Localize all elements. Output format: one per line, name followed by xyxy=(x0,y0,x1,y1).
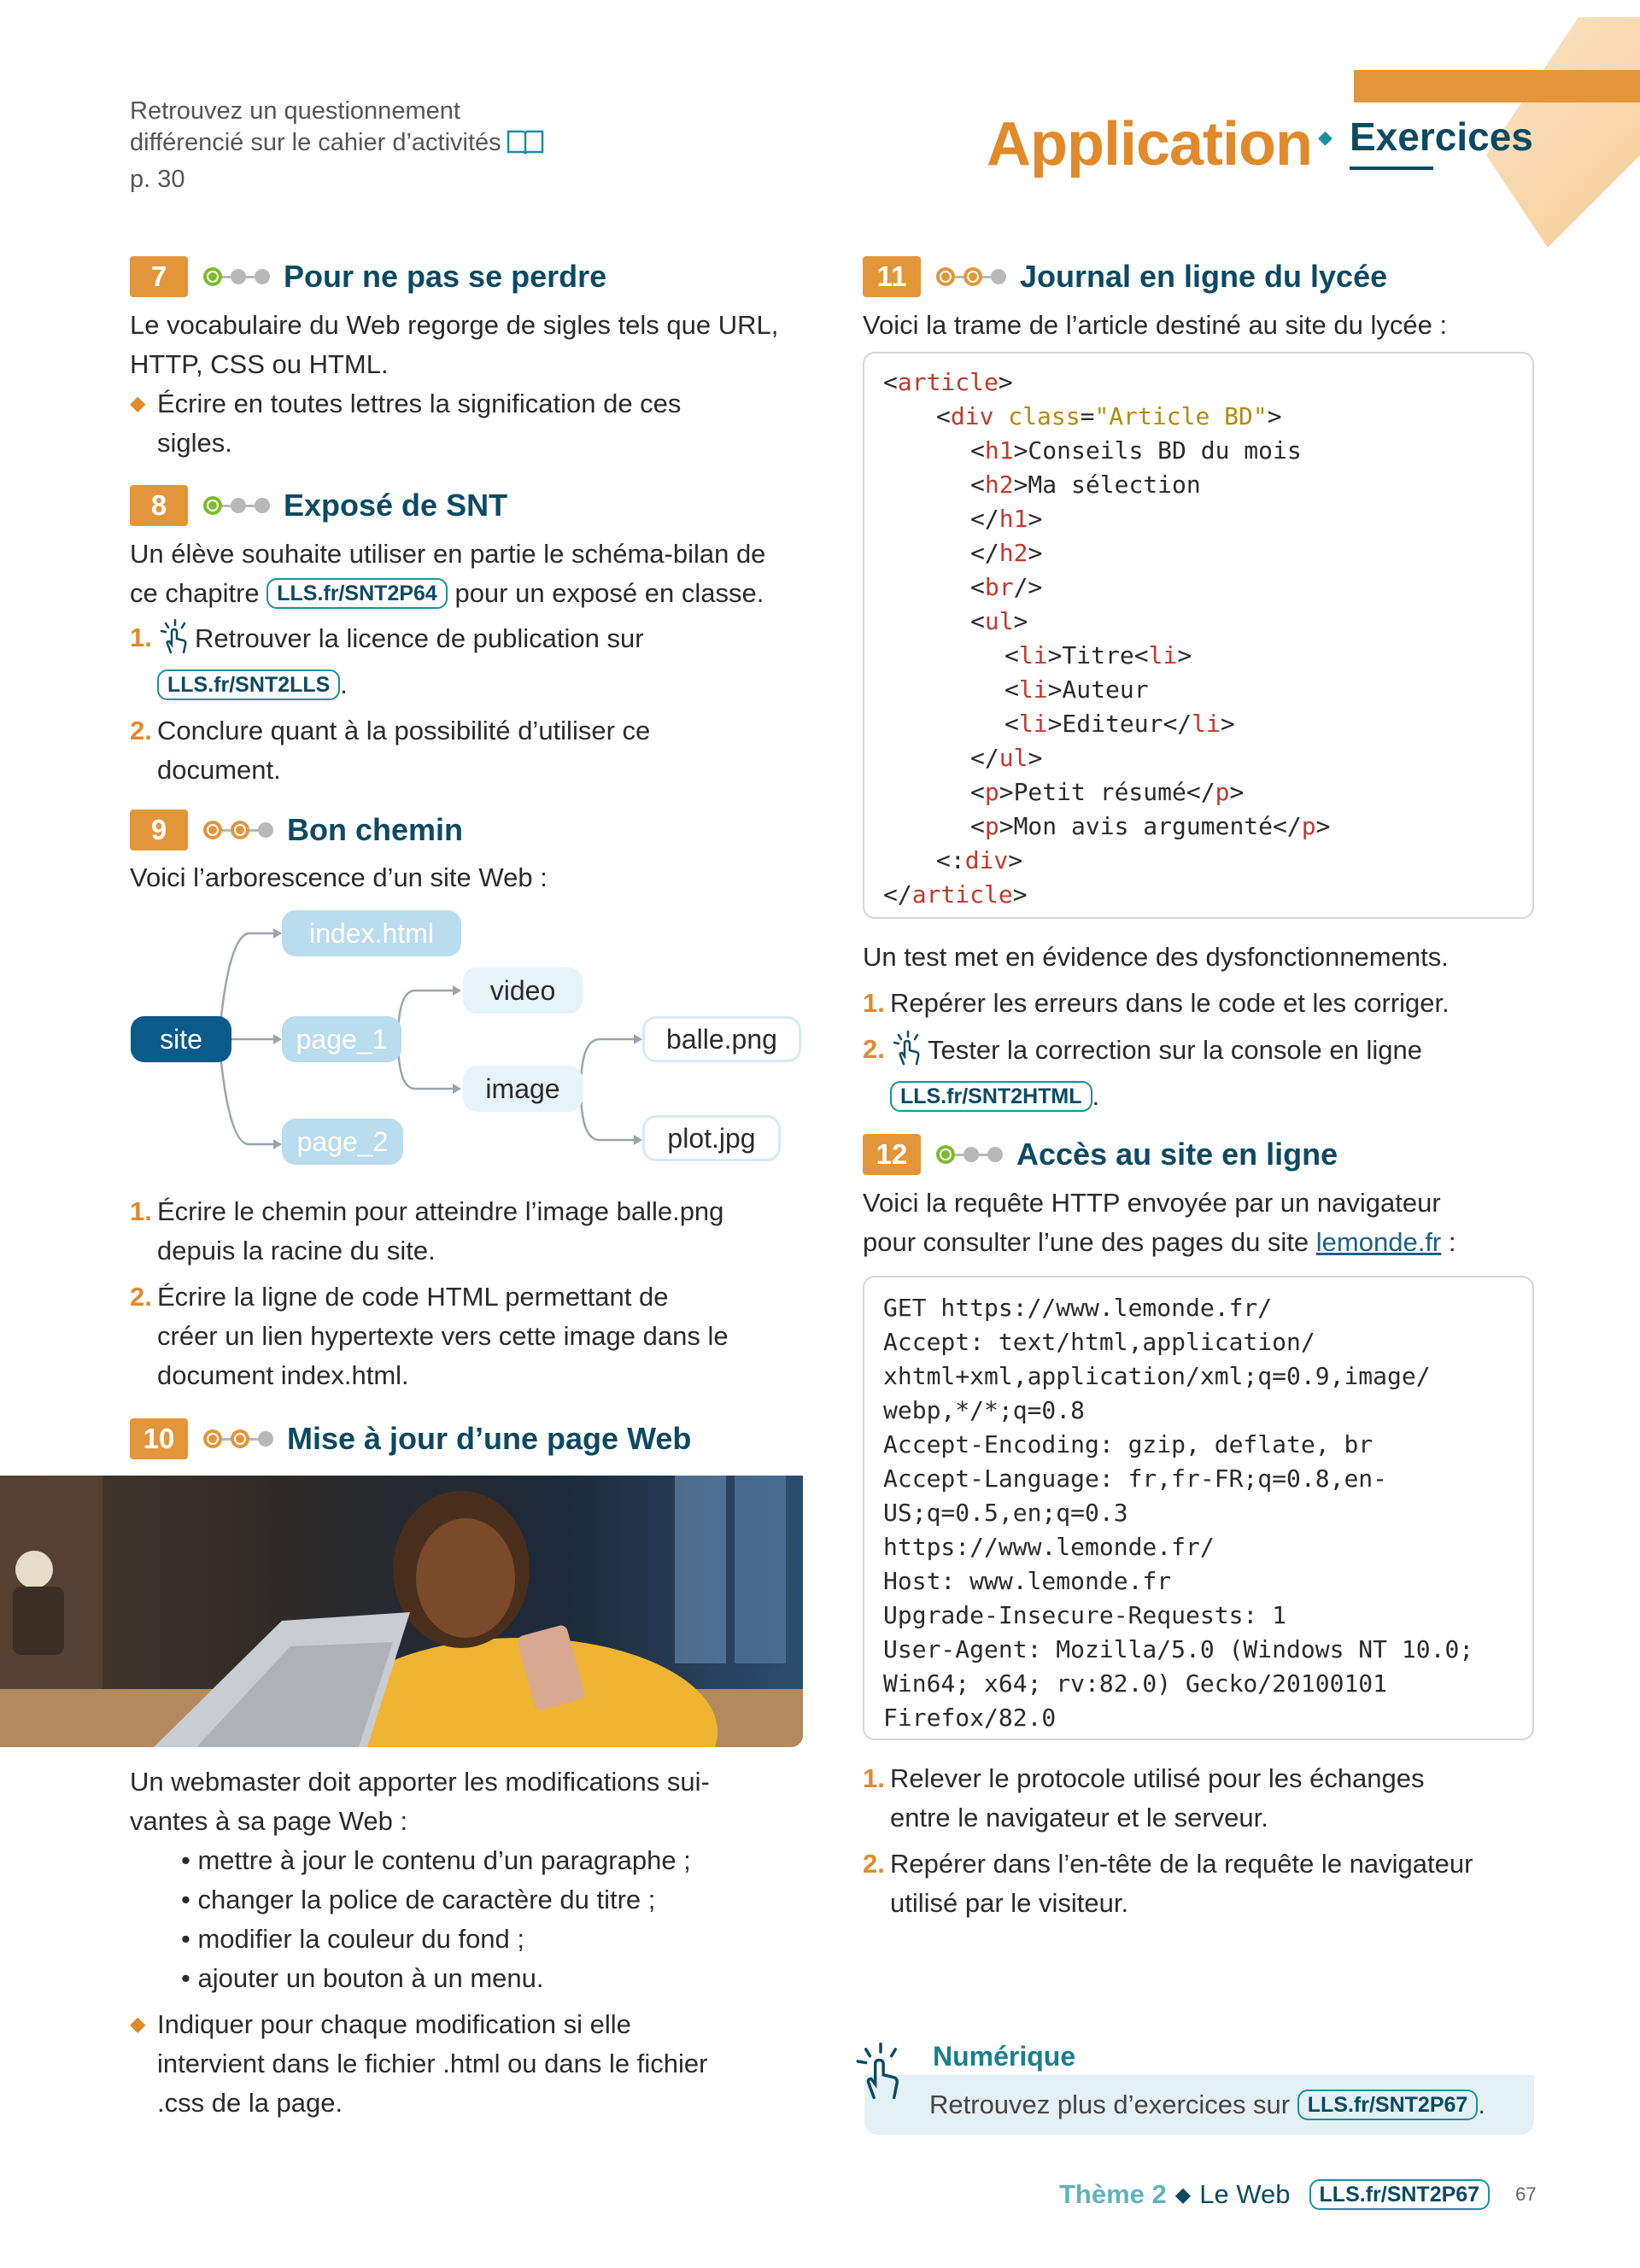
exercise-number: 12 xyxy=(863,1134,921,1175)
difficulty-dot xyxy=(255,269,270,284)
page-number: 67 xyxy=(1515,2183,1537,2205)
difficulty-indicator xyxy=(203,267,270,286)
exercise-title: Journal en ligne du lycée xyxy=(1020,259,1388,294)
subtitle-underline xyxy=(1350,167,1433,170)
difficulty-dot xyxy=(964,267,982,286)
exercise-title: Pour ne pas se perdre xyxy=(284,259,607,294)
lls-link[interactable]: LLS.fr/SNT2P67 xyxy=(1297,2090,1479,2120)
exercise-11-intro: Voici la trame de l’article destiné au site du lycée : xyxy=(863,310,1448,340)
exercise-number: 8 xyxy=(130,485,188,526)
difficulty-dot xyxy=(203,1429,222,1448)
numerique-text: Retrouvez plus d’exercices sur LLS.fr/SNT2P67 . xyxy=(929,2090,1485,2119)
exercise-title: Exposé de SNT xyxy=(284,488,508,523)
difficulty-dot xyxy=(936,1145,955,1164)
html-code-box: <article> <div class="Article BD"> <h1>Conseils BD du mois <h2>Ma sélection </h1> </h2> <br/> <ul> <li>Titre<li> <li>Auteur <li>Editeur</li> </ul> <p>Petit résumé</p> <p>Mon avis argumenté</p> <:div> </article> xyxy=(863,352,1534,919)
lemonde-link[interactable]: lemonde.fr xyxy=(1315,1227,1442,1257)
exercise-7-body: Le vocabulaire du Web regorge de sigles tels que URL, HTTP, CSS ou HTML. ◆ Écrire en toutes lettres la signification de ces sigles. xyxy=(130,310,779,458)
difficulty-indicator xyxy=(203,1429,273,1448)
exercise-number: 11 xyxy=(863,256,921,297)
footer-separator-icon: ◆ xyxy=(1174,2183,1192,2207)
difficulty-dot xyxy=(987,1147,1003,1162)
tree-node-page2: page_2 xyxy=(282,1119,403,1165)
exercise-8-body: Un élève souhaite utiliser en partie le schéma-bilan de ce chapitre LLS.fr/SNT2P64 pour un exposé en classe. 1. Retrouver la licence de publication sur LLS.fr/SNT2LLS . 2. Conclure quant à la possibilité d’utiliser ce document. xyxy=(130,539,766,785)
list-item: • mettre à jour le contenu d’un paragraphe ; xyxy=(181,1845,691,1875)
page-title: Application xyxy=(987,110,1312,178)
diamond-bullet-icon: ◆ xyxy=(130,2013,146,2036)
difficulty-indicator xyxy=(936,267,1006,286)
exercise-title: Mise à jour d’une page Web xyxy=(287,1421,692,1456)
footer-link[interactable]: LLS.fr/SNT2P67 xyxy=(1309,2179,1491,2210)
difficulty-dot xyxy=(203,496,222,515)
difficulty-dot xyxy=(231,269,246,284)
difficulty-dot xyxy=(964,1147,979,1162)
difficulty-indicator xyxy=(936,1145,1003,1164)
book-icon xyxy=(507,128,544,164)
lls-link[interactable]: LLS.fr/SNT2P64 xyxy=(266,578,448,609)
photo-woman-laptop xyxy=(0,1476,803,1747)
exercise-12-intro: Voici la requête HTTP envoyée par un navigateur pour consulter l’une des pages du site lemonde.fr : xyxy=(863,1188,1456,1257)
tree-node-site: site xyxy=(131,1016,231,1062)
title-separator: ◆ xyxy=(1318,126,1332,148)
lls-link[interactable]: LLS.fr/SNT2HTML xyxy=(890,1081,1092,1112)
tree-node-video: video xyxy=(463,967,583,1014)
tree-node-balle: balle.png xyxy=(642,1016,801,1062)
exercise-number: 7 xyxy=(130,256,188,297)
difficulty-dot xyxy=(203,267,222,286)
difficulty-dot xyxy=(231,498,246,513)
exercise-12-header xyxy=(863,1132,1338,1177)
exercise-10-header xyxy=(130,1417,691,1461)
list-item: • changer la police de caractère du titre ; xyxy=(181,1885,656,1914)
tree-node-index: index.html xyxy=(282,910,461,956)
footer xyxy=(1059,2179,1537,2210)
list-item: • ajouter un bouton à un menu. xyxy=(181,1963,544,1993)
digital-hand-icon xyxy=(852,2041,909,2105)
exercise-12-questions: 1. Relever le protocole utilisé pour les échanges entre le navigateur et le serveur. 2. Repérer dans l’en-tête de la requête le navigateur utilisé par le visiteur. xyxy=(863,1763,1473,1918)
digital-hand-icon xyxy=(890,1030,926,1077)
difficulty-dot xyxy=(936,267,955,286)
exercise-9-questions: 1. Écrire le chemin pour atteindre l’image balle.png depuis la racine du site. 2. Écrire la ligne de code HTML permettant de créer un lien hypertexte vers cette image dans le document index.html. xyxy=(130,1196,729,1390)
activity-book-note: Retrouvez un questionnement différencié sur le cahier d’activités p. 30 xyxy=(130,96,608,196)
diamond-bullet-icon: ◆ xyxy=(130,392,146,415)
exercise-9-intro: Voici l’arborescence d’un site Web : xyxy=(130,862,548,892)
exercise-7-header xyxy=(130,254,606,299)
difficulty-dot xyxy=(203,821,222,839)
list-item: • modifier la couleur du fond ; xyxy=(181,1924,525,1954)
difficulty-dot xyxy=(991,269,1006,284)
difficulty-indicator xyxy=(203,496,270,515)
exercise-11-header xyxy=(863,254,1387,299)
difficulty-dot xyxy=(258,822,273,838)
lls-link[interactable]: LLS.fr/SNT2LLS xyxy=(157,669,340,700)
footer-topic: Le Web xyxy=(1199,2179,1291,2209)
exercise-10-body: Un webmaster doit apporter les modifications sui- vantes à sa page Web : • mettre à jour le contenu d’un paragraphe ; • changer la police de caractère du titre ; • modifier la couleur du fond ; • ajouter un bouton à un menu. ◆ Indiquer pour chaque modification si elle intervient dans le fichier .html ou dans le fichier .css de la page. xyxy=(130,1762,805,2123)
exercise-9-header xyxy=(130,808,463,852)
difficulty-dot xyxy=(231,821,249,839)
exercise-8-header xyxy=(130,483,507,528)
difficulty-dot xyxy=(258,1431,273,1447)
difficulty-dot xyxy=(231,1429,249,1448)
tree-node-page1: page_1 xyxy=(282,1016,401,1062)
header-orange-bar xyxy=(1354,70,1640,102)
difficulty-dot xyxy=(255,498,270,513)
http-request-box: GET https://www.lemonde.fr/ Accept: text/html,application/ xhtml+xml,application/xml;q=0.9,image/ webp,*/*;q=0.8 Accept-Encoding: gzip, deflate, br Accept-Language: fr,fr-FR;q=0.8,en- US;q=0.5,en;q=0.3 https://www.lemonde.fr/ Host: www.lemonde.fr Upgrade-Insecure-Requests: 1 User-Agent: Mozilla/5.0 (Windows NT 10.0; Win64; x64; rv:82.0) Gecko/20100101 Firefox/82.0 xyxy=(863,1276,1534,1740)
numerique-title: Numérique xyxy=(933,2041,1076,2072)
exercise-number: 9 xyxy=(130,810,188,850)
exercise-11-questions: Un test met en évidence des dysfonctionnements. 1. Repérer les erreurs dans le code et les corriger. 2. Tester la correction sur la console en ligne LLS.fr/SNT2HTML . xyxy=(863,942,1450,1111)
exercise-title: Bon chemin xyxy=(287,812,464,847)
difficulty-indicator xyxy=(203,821,273,839)
exercise-number: 10 xyxy=(130,1418,188,1459)
footer-theme: Thème 2 xyxy=(1059,2179,1167,2209)
exercise-title: Accès au site en ligne xyxy=(1016,1137,1338,1172)
page-subtitle: Exercices xyxy=(1350,114,1533,159)
tree-node-image: image xyxy=(463,1066,583,1112)
digital-hand-icon xyxy=(157,618,193,665)
tree-node-plot: plot.jpg xyxy=(642,1115,781,1161)
